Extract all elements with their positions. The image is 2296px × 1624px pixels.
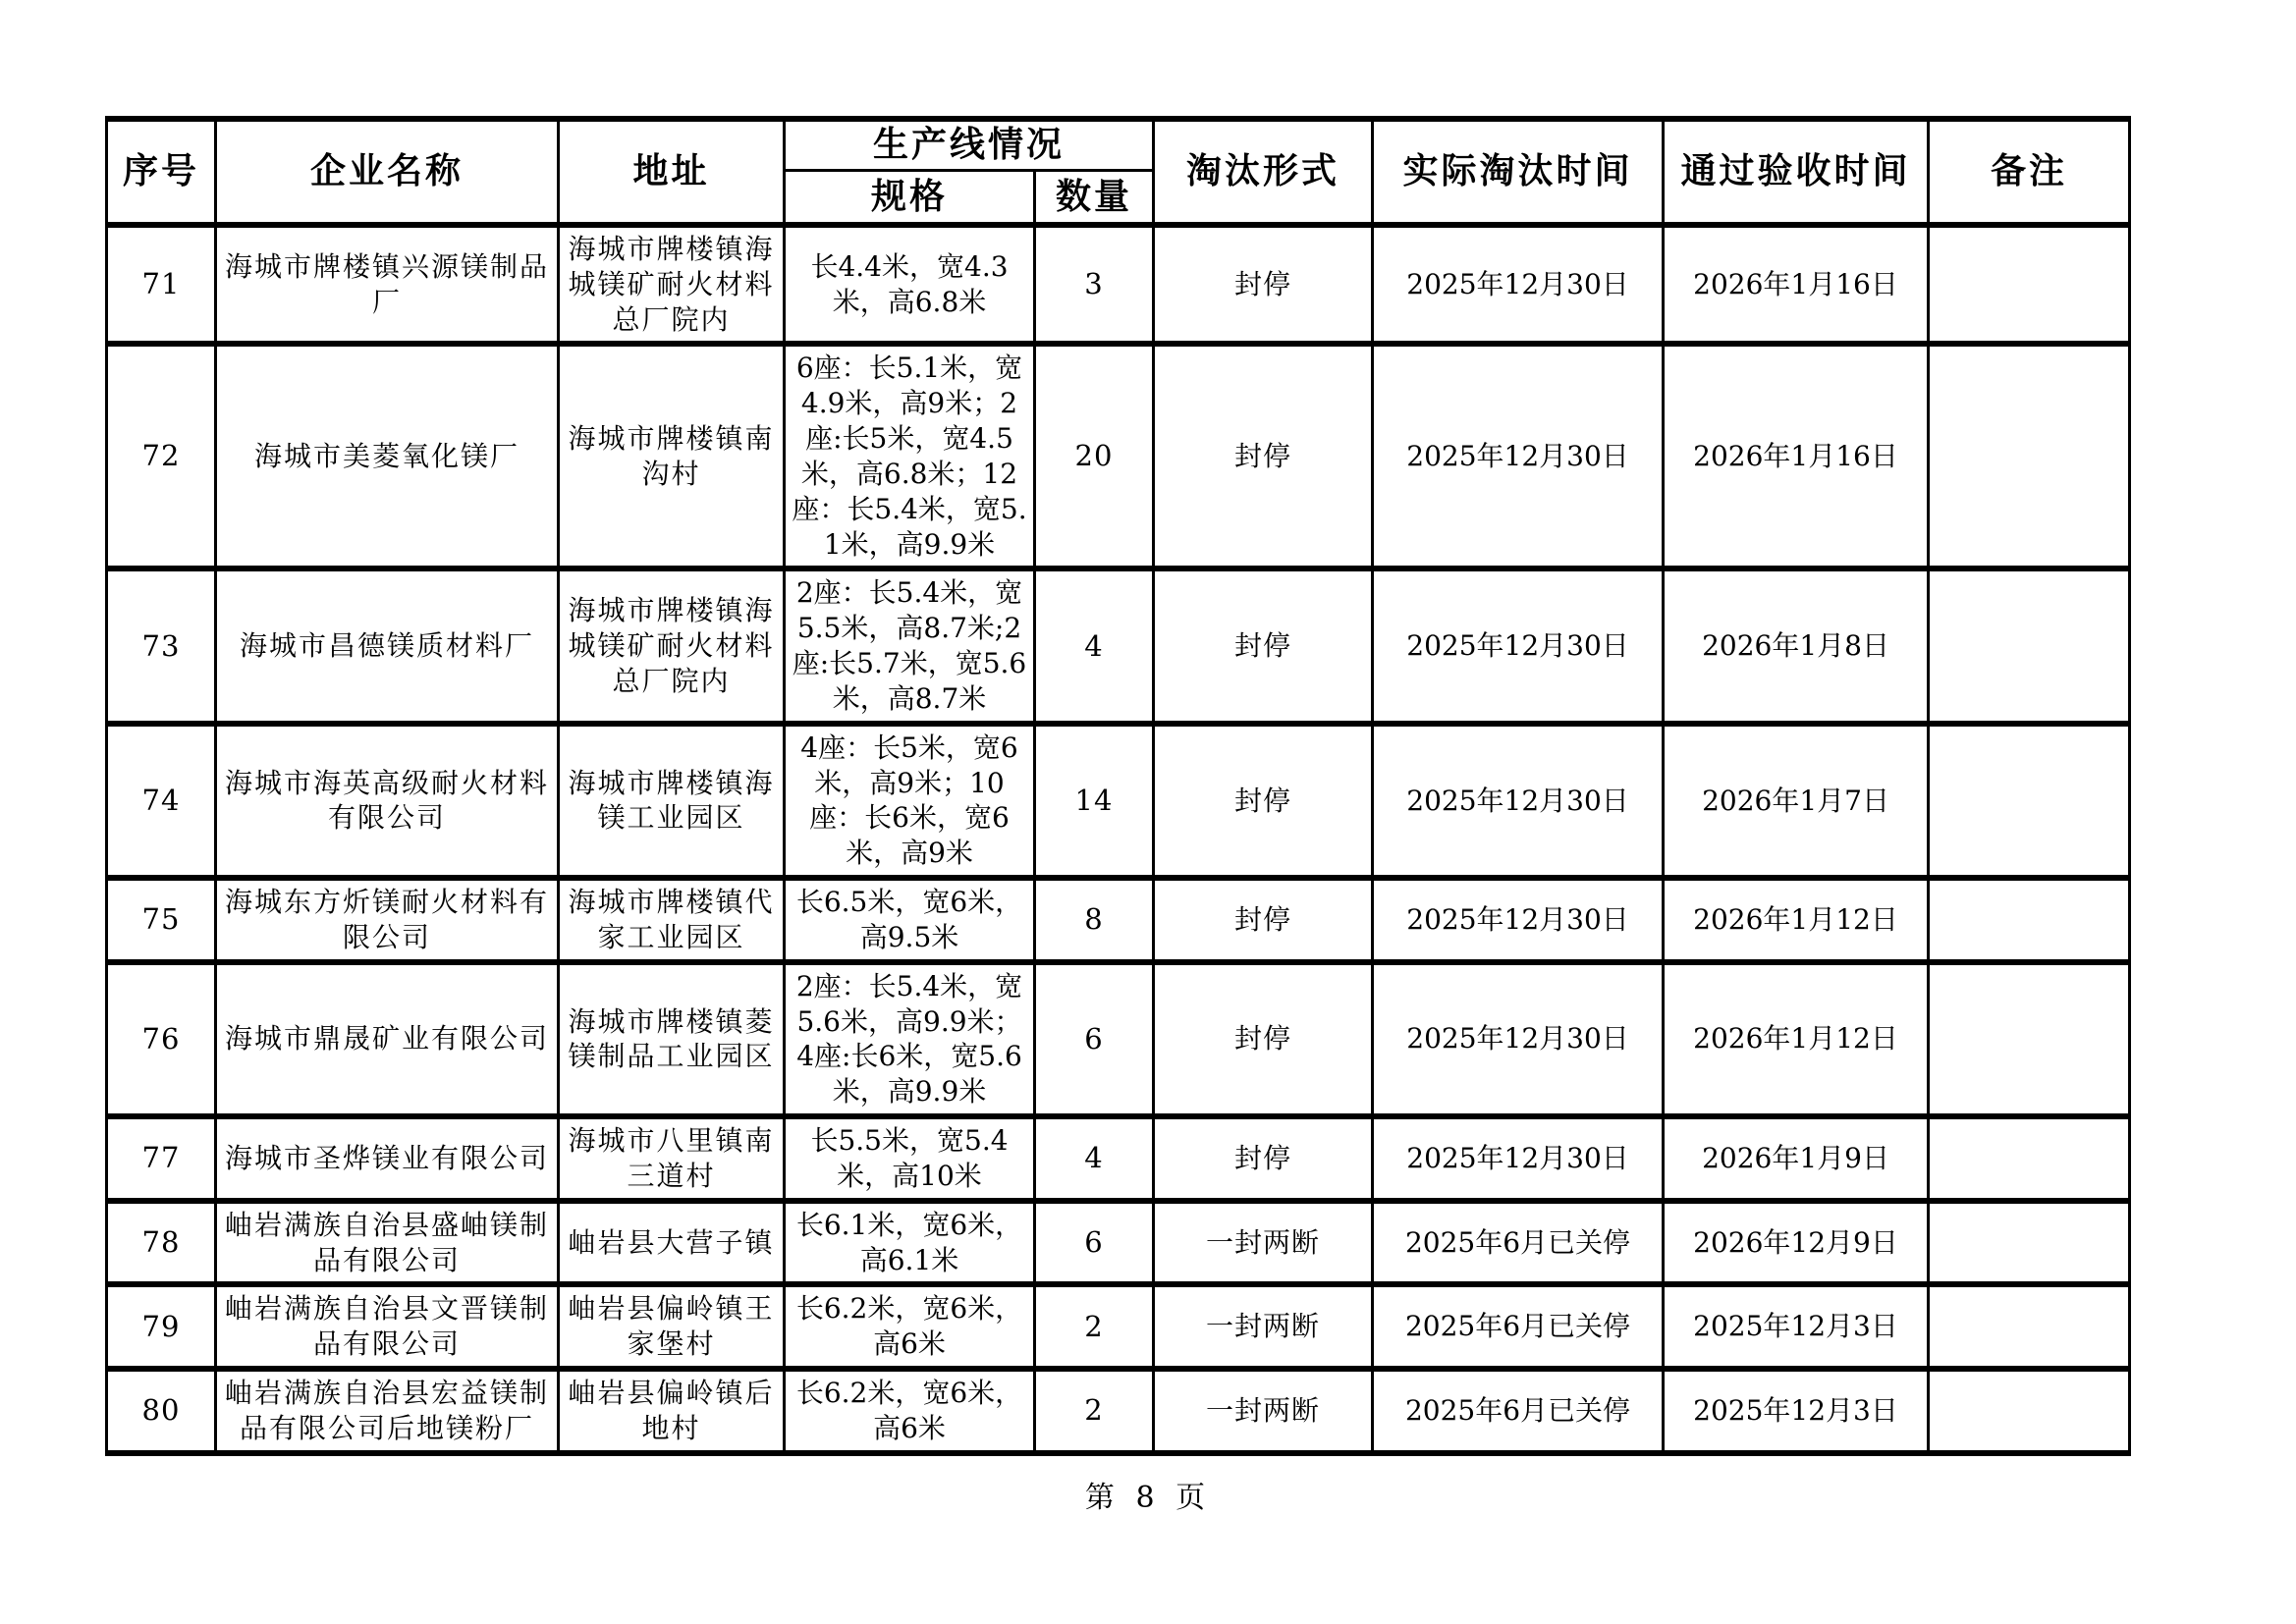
cell-serial: 73 bbox=[107, 568, 216, 723]
cell-quantity: 3 bbox=[1035, 225, 1154, 344]
cell-actual-elimination-time: 2025年6月已关停 bbox=[1373, 1284, 1664, 1369]
cell-remarks bbox=[1929, 344, 2130, 568]
cell-address: 海城市牌楼镇海镁工业园区 bbox=[559, 724, 785, 878]
cell-remarks bbox=[1929, 225, 2130, 344]
cell-acceptance-time: 2026年12月9日 bbox=[1664, 1201, 1929, 1285]
cell-company: 海城市昌德镁质材料厂 bbox=[216, 568, 559, 723]
cell-address: 海城市牌楼镇海城镁矿耐火材料总厂院内 bbox=[559, 568, 785, 723]
cell-address: 岫岩县偏岭镇王家堡村 bbox=[559, 1284, 785, 1369]
cell-acceptance-time: 2026年1月16日 bbox=[1664, 344, 1929, 568]
page-number-footer: 第 8 页 bbox=[1084, 1481, 1212, 1515]
cell-spec: 4座：长5米，宽6米，高9米；10座：长6米，宽6米，高9米 bbox=[785, 724, 1035, 878]
cell-quantity: 8 bbox=[1035, 878, 1154, 962]
cell-serial: 79 bbox=[107, 1284, 216, 1369]
cell-quantity: 2 bbox=[1035, 1369, 1154, 1453]
cell-address: 海城市牌楼镇南沟村 bbox=[559, 344, 785, 568]
cell-elimination-form: 封停 bbox=[1154, 962, 1373, 1116]
table-row bbox=[107, 344, 2130, 568]
cell-company: 岫岩满族自治县盛岫镁制品有限公司 bbox=[216, 1201, 559, 1285]
cell-spec: 长6.2米，宽6米，高6米 bbox=[785, 1369, 1035, 1453]
cell-company: 海城市美菱氧化镁厂 bbox=[216, 344, 559, 568]
cell-actual-elimination-time: 2025年6月已关停 bbox=[1373, 1369, 1664, 1453]
cell-remarks bbox=[1929, 1284, 2130, 1369]
cell-acceptance-time: 2025年12月3日 bbox=[1664, 1284, 1929, 1369]
cell-quantity: 14 bbox=[1035, 724, 1154, 878]
header-serial: 序号 bbox=[107, 119, 216, 225]
cell-acceptance-time: 2025年12月3日 bbox=[1664, 1369, 1929, 1453]
table-row bbox=[107, 1369, 2130, 1453]
cell-quantity: 6 bbox=[1035, 1201, 1154, 1285]
cell-elimination-form: 封停 bbox=[1154, 225, 1373, 344]
cell-serial: 80 bbox=[107, 1369, 216, 1453]
cell-company: 海城东方炘镁耐火材料有限公司 bbox=[216, 878, 559, 962]
header-remarks: 备注 bbox=[1929, 119, 2130, 225]
table-header bbox=[107, 119, 2130, 225]
cell-acceptance-time: 2026年1月9日 bbox=[1664, 1116, 1929, 1201]
cell-spec: 6座：长5.1米，宽4.9米，高9米；2座:长5米，宽4.5米，高6.8米；12座：长5.4米，宽5.1米，高9.9米 bbox=[785, 344, 1035, 568]
table-row bbox=[107, 1284, 2130, 1369]
cell-elimination-form: 一封两断 bbox=[1154, 1284, 1373, 1369]
cell-quantity: 2 bbox=[1035, 1284, 1154, 1369]
cell-quantity: 4 bbox=[1035, 1116, 1154, 1201]
cell-acceptance-time: 2026年1月8日 bbox=[1664, 568, 1929, 723]
cell-spec: 长6.5米，宽6米，高9.5米 bbox=[785, 878, 1035, 962]
table-row bbox=[107, 1116, 2130, 1201]
cell-actual-elimination-time: 2025年12月30日 bbox=[1373, 225, 1664, 344]
header-elimination-form: 淘汰形式 bbox=[1154, 119, 1373, 225]
table-row bbox=[107, 568, 2130, 723]
cell-address: 岫岩县偏岭镇后地村 bbox=[559, 1369, 785, 1453]
table-row bbox=[107, 225, 2130, 344]
cell-serial: 72 bbox=[107, 344, 216, 568]
cell-serial: 71 bbox=[107, 225, 216, 344]
cell-address: 海城市牌楼镇菱镁制品工业园区 bbox=[559, 962, 785, 1116]
table-row bbox=[107, 1201, 2130, 1285]
cell-acceptance-time: 2026年1月7日 bbox=[1664, 724, 1929, 878]
cell-spec: 2座：长5.4米，宽5.6米，高9.9米；4座:长6米，宽5.6米，高9.9米 bbox=[785, 962, 1035, 1116]
elimination-table bbox=[105, 116, 2131, 1456]
header-address: 地址 bbox=[559, 119, 785, 225]
cell-remarks bbox=[1929, 1201, 2130, 1285]
table-row bbox=[107, 962, 2130, 1116]
cell-elimination-form: 封停 bbox=[1154, 568, 1373, 723]
cell-spec: 长5.5米，宽5.4米，高10米 bbox=[785, 1116, 1035, 1201]
cell-address: 海城市牌楼镇海城镁矿耐火材料总厂院内 bbox=[559, 225, 785, 344]
cell-actual-elimination-time: 2025年6月已关停 bbox=[1373, 1201, 1664, 1285]
cell-acceptance-time: 2026年1月12日 bbox=[1664, 962, 1929, 1116]
cell-remarks bbox=[1929, 1369, 2130, 1453]
cell-company: 岫岩满族自治县宏益镁制品有限公司后地镁粉厂 bbox=[216, 1369, 559, 1453]
cell-elimination-form: 一封两断 bbox=[1154, 1201, 1373, 1285]
cell-company: 海城市牌楼镇兴源镁制品厂 bbox=[216, 225, 559, 344]
cell-elimination-form: 一封两断 bbox=[1154, 1369, 1373, 1453]
cell-actual-elimination-time: 2025年12月30日 bbox=[1373, 878, 1664, 962]
cell-remarks bbox=[1929, 568, 2130, 723]
cell-company: 海城市鼎晟矿业有限公司 bbox=[216, 962, 559, 1116]
cell-spec: 长6.2米，宽6米，高6米 bbox=[785, 1284, 1035, 1369]
cell-serial: 74 bbox=[107, 724, 216, 878]
cell-company: 海城市海英高级耐火材料有限公司 bbox=[216, 724, 559, 878]
cell-company: 岫岩满族自治县文晋镁制品有限公司 bbox=[216, 1284, 559, 1369]
cell-serial: 76 bbox=[107, 962, 216, 1116]
cell-remarks bbox=[1929, 962, 2130, 1116]
table-row bbox=[107, 724, 2130, 878]
cell-actual-elimination-time: 2025年12月30日 bbox=[1373, 344, 1664, 568]
cell-acceptance-time: 2026年1月12日 bbox=[1664, 878, 1929, 962]
header-spec: 规格 bbox=[785, 170, 1035, 225]
cell-address: 岫岩县大营子镇 bbox=[559, 1201, 785, 1285]
cell-address: 海城市牌楼镇代家工业园区 bbox=[559, 878, 785, 962]
header-production-line-group: 生产线情况 bbox=[785, 119, 1154, 170]
cell-actual-elimination-time: 2025年12月30日 bbox=[1373, 724, 1664, 878]
cell-serial: 77 bbox=[107, 1116, 216, 1201]
cell-serial: 78 bbox=[107, 1201, 216, 1285]
header-company: 企业名称 bbox=[216, 119, 559, 225]
cell-address: 海城市八里镇南三道村 bbox=[559, 1116, 785, 1201]
cell-elimination-form: 封停 bbox=[1154, 724, 1373, 878]
cell-remarks bbox=[1929, 724, 2130, 878]
cell-company: 海城市圣烨镁业有限公司 bbox=[216, 1116, 559, 1201]
cell-quantity: 20 bbox=[1035, 344, 1154, 568]
cell-remarks bbox=[1929, 878, 2130, 962]
header-quantity: 数量 bbox=[1035, 170, 1154, 225]
cell-elimination-form: 封停 bbox=[1154, 1116, 1373, 1201]
header-acceptance-time: 通过验收时间 bbox=[1664, 119, 1929, 225]
cell-quantity: 4 bbox=[1035, 568, 1154, 723]
cell-spec: 2座：长5.4米，宽5.5米，高8.7米;2座:长5.7米，宽5.6米，高8.7米 bbox=[785, 568, 1035, 723]
cell-elimination-form: 封停 bbox=[1154, 344, 1373, 568]
header-row-1 bbox=[107, 119, 2130, 170]
cell-spec: 长4.4米，宽4.3米，高6.8米 bbox=[785, 225, 1035, 344]
header-actual-elimination-time: 实际淘汰时间 bbox=[1373, 119, 1664, 225]
cell-remarks bbox=[1929, 1116, 2130, 1201]
table-row bbox=[107, 878, 2130, 962]
cell-actual-elimination-time: 2025年12月30日 bbox=[1373, 1116, 1664, 1201]
cell-serial: 75 bbox=[107, 878, 216, 962]
cell-acceptance-time: 2026年1月16日 bbox=[1664, 225, 1929, 344]
cell-actual-elimination-time: 2025年12月30日 bbox=[1373, 568, 1664, 723]
cell-elimination-form: 封停 bbox=[1154, 878, 1373, 962]
cell-actual-elimination-time: 2025年12月30日 bbox=[1373, 962, 1664, 1116]
cell-quantity: 6 bbox=[1035, 962, 1154, 1116]
cell-spec: 长6.1米，宽6米，高6.1米 bbox=[785, 1201, 1035, 1285]
table-body bbox=[107, 225, 2130, 1453]
